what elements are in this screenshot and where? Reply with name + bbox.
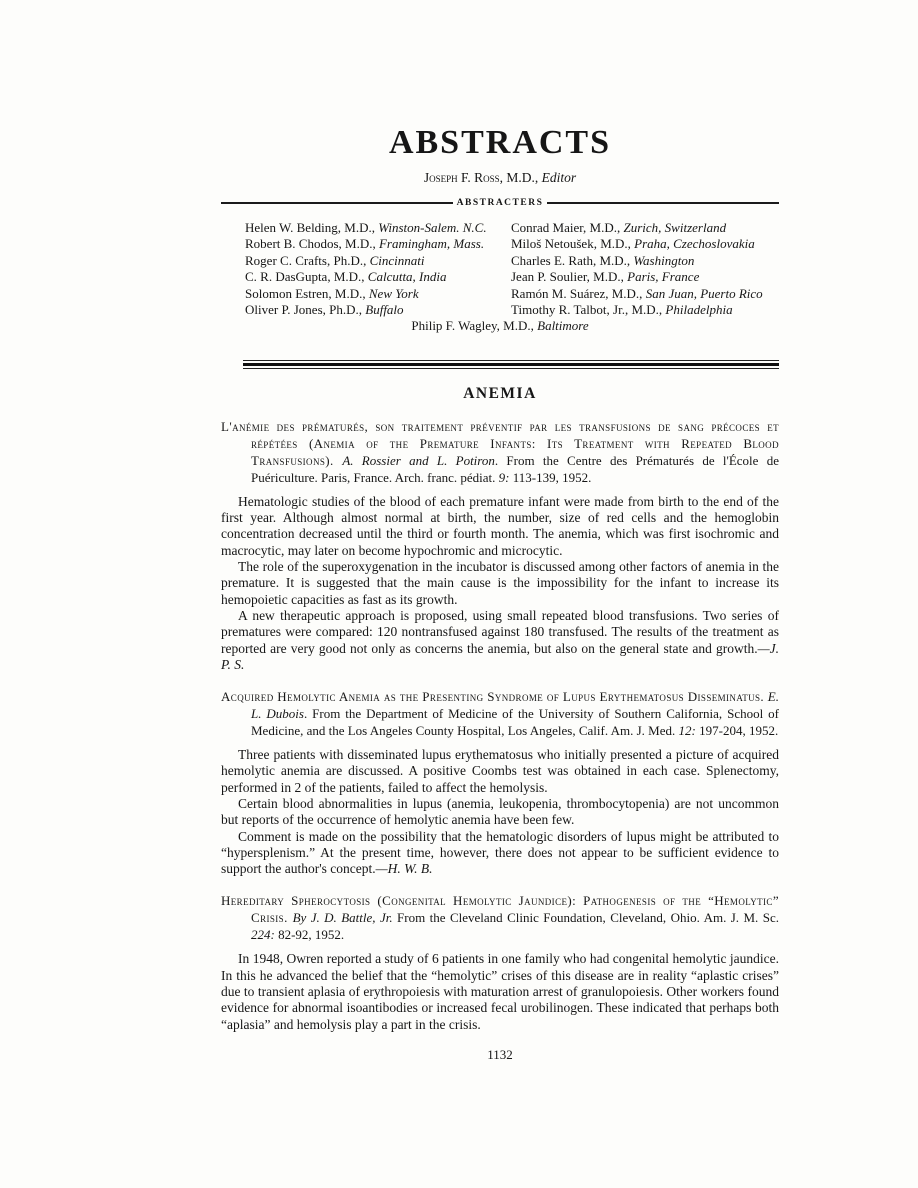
title-run: A. Rossier and L. Potiron	[342, 452, 495, 468]
abstracter-location: Framingham, Mass.	[378, 236, 485, 252]
rule-thick	[243, 363, 779, 366]
abstracter-name: Timothy R. Talbot, Jr., M.D.,	[511, 302, 666, 318]
abstract-entry	[221, 418, 779, 673]
abstracters-list	[221, 220, 779, 318]
abstracter-entry	[245, 302, 511, 318]
section-heading: ANEMIA	[463, 384, 537, 402]
abstracter-name: Helen W. Belding, M.D.,	[245, 220, 379, 235]
abstracter-location: Calcutta, India	[367, 269, 447, 285]
title-run: By J. D. Battle, Jr.	[292, 910, 393, 926]
abstracter-location: Praha, Czechoslovakia	[634, 236, 755, 252]
title-run: 113-139, 1952.	[509, 469, 592, 485]
abstracter-entry	[511, 236, 779, 252]
abstracter-name: Charles E. Rath, M.D.,	[511, 252, 634, 268]
abstracter-entry	[511, 286, 779, 302]
rule-thin-bottom	[243, 368, 779, 369]
title-run: 197-204, 1952.	[695, 723, 779, 739]
title-run: 12:	[678, 723, 696, 739]
abstracter-entry-center	[221, 318, 779, 334]
editor-role: Editor	[541, 170, 577, 185]
abstracter-name: Roger C. Crafts, Ph.D.,	[245, 252, 370, 268]
abstract-title	[221, 892, 779, 943]
abstracter-name: Oliver P. Jones, Ph.D.,	[245, 302, 366, 318]
abstracter-name: Robert B. Chodos, M.D.,	[245, 236, 379, 252]
title-run: E. L. Dubois	[251, 689, 779, 722]
divider-rule-left	[221, 202, 453, 204]
title-run: L'anémie des prématurés, son traitement préventif par les transfusions de sang précoces et répétées (Anemia of the Premature Infants: Its Treatment with Repeated Blood Transfusions).	[221, 418, 779, 468]
abstracter-name: Solomon Estren, M.D.,	[245, 285, 369, 301]
abstracter-entry	[511, 253, 779, 269]
abstracter-entry	[511, 220, 779, 236]
section-rule	[243, 360, 779, 369]
abstracter-location: Zurich, Switzerland	[623, 220, 727, 235]
abstracter-name: Miloš Netoušek, M.D.,	[511, 236, 635, 252]
text-block	[221, 126, 779, 1063]
abstract-title	[221, 688, 779, 739]
title-run: . From the Department of Medicine of the University of Southern California, School of Medicine, and the Los Angeles County Hospital, Los Angeles, Calif. Am. J. Med.	[251, 706, 779, 739]
abstracter-entry	[245, 236, 511, 252]
title-run: From the Cleveland Clinic Foundation, Cleveland, Ohio. Am. J. M. Sc.	[392, 910, 779, 926]
title-run: . From the Centre des Prématurés de l'École de Puériculture. Paris, France. Arch. franc. pédiat.	[251, 452, 779, 485]
rule-thin-top	[243, 360, 779, 361]
abstract-paragraph: The role of the superoxygenation in the incubator is discussed among other factors of anemia in the premature. It is suggested that the main cause is the impossibility for the infant to increase its hemopoietic capacities as fast as its growth.	[221, 559, 779, 607]
abstracter-location: Philadelphia	[665, 302, 733, 318]
abstracter-location: San Juan, Puerto Rico	[645, 285, 763, 301]
page-number: 1132	[487, 1046, 513, 1062]
abstracter-name: C. R. DasGupta, M.D.,	[245, 269, 368, 285]
abstracter-entry	[245, 286, 511, 302]
abstract-paragraph: Hematologic studies of the blood of each premature infant were made from birth to the end of the first year. Although almost normal at birth, the number, size of red cells and the hemoglobin concentration decreased until the third or fourth month. The anemia, which was first isochromic and macrocytic, may later on become hypochromic and microcytic.	[221, 493, 779, 558]
abstracter-name: Ramón M. Suárez, M.D.,	[511, 285, 646, 301]
abstract-paragraph: Three patients with disseminated lupus erythematosus who initially presented a picture of acquired hemolytic anemia are discussed. A positive Coombs test was obtained in each case. Splenectomy, performed in 2 of the patients, failed to affect the hemolysis.	[221, 747, 779, 795]
abstract-entry	[221, 892, 779, 1032]
editor-name: Joseph F. Ross, M.D.,	[423, 170, 539, 185]
editor-line	[221, 170, 779, 186]
title-run: 82-92, 1952.	[274, 927, 345, 943]
abstracts-container	[221, 418, 779, 1033]
abstracter-name: Philip F. Wagley, M.D.,	[411, 318, 538, 334]
title-run: 224:	[251, 927, 275, 943]
abstracter-location: Paris, France	[627, 269, 700, 285]
abstracter-entry	[511, 302, 779, 318]
abstracter-entry	[245, 220, 511, 236]
abstract-paragraph: A new therapeutic approach is proposed, using small repeated blood transfusions. Two series of prematures were compared: 120 nontransfused against 180 transfused. The results of the treatment as reported are very good not only as concerns the anemia, but also on the general state and growth.—J. P. S.	[221, 607, 779, 672]
abstracter-entry	[511, 269, 779, 285]
divider-rule-right	[547, 202, 779, 204]
abstracter-name: Jean P. Soulier, M.D.,	[511, 269, 628, 285]
abstracter-location: Cincinnati	[369, 252, 425, 268]
abstracters-column-right	[511, 220, 779, 318]
abstract-paragraph: Comment is made on the possibility that the hematologic disorders of lupus might be attributed to “hypersplenism.” At the present time, however, there does not appear to be sufficient evidence to support the author's concept.—H. W. B.	[221, 828, 779, 877]
abstracter-entry	[245, 269, 511, 285]
abstracter-location: Winston-Salem. N.C.	[378, 220, 487, 235]
abstracter-entry	[245, 253, 511, 269]
abstracter-initials: —J. P. S.	[221, 640, 779, 672]
abstracters-column-left	[245, 220, 511, 318]
abstract-paragraph: Certain blood abnormalities in lupus (anemia, leukopenia, thrombocytopenia) are not uncommon but reports of the occurrence of hemolytic anemia have been few.	[221, 796, 779, 828]
page-title: ABSTRACTS	[388, 124, 612, 161]
title-run: 9:	[498, 469, 510, 485]
abstracter-location: Baltimore	[537, 318, 589, 334]
abstracters-divider	[221, 198, 779, 208]
abstracter-initials: —H. W. B.	[375, 861, 433, 877]
abstract-title	[221, 418, 779, 486]
title-run: Acquired Hemolytic Anemia as the Presenting Syndrome of Lupus Erythematosus Disseminatus.	[221, 689, 768, 705]
title-run: Hereditary Spherocytosis (Congenital Hemolytic Jaundice): Pathogenesis of the “Hemolytic” Crisis.	[221, 893, 779, 926]
abstracters-label: ABSTRACTERS	[456, 198, 544, 208]
abstracter-location: New York	[368, 285, 419, 301]
abstract-paragraph: In 1948, Owren reported a study of 6 patients in one family who had congenital hemolytic jaundice. In this he advanced the belief that the “hemolytic” crises of this disease are in reality “aplastic crises” due to transient aplasia of erythropoiesis with maturation arrest of granulopoiesis. Other workers found evidence for abnormal isoantibodies or increased fecal urobilinogen. These indicated that perhaps both “aplasia” and hemolysis play a part in the crisis.	[221, 951, 779, 1032]
abstracter-location: Buffalo	[365, 302, 404, 318]
abstracter-name: Conrad Maier, M.D.,	[511, 220, 624, 235]
abstract-entry	[221, 688, 779, 877]
abstracter-location: Washington	[633, 252, 695, 268]
